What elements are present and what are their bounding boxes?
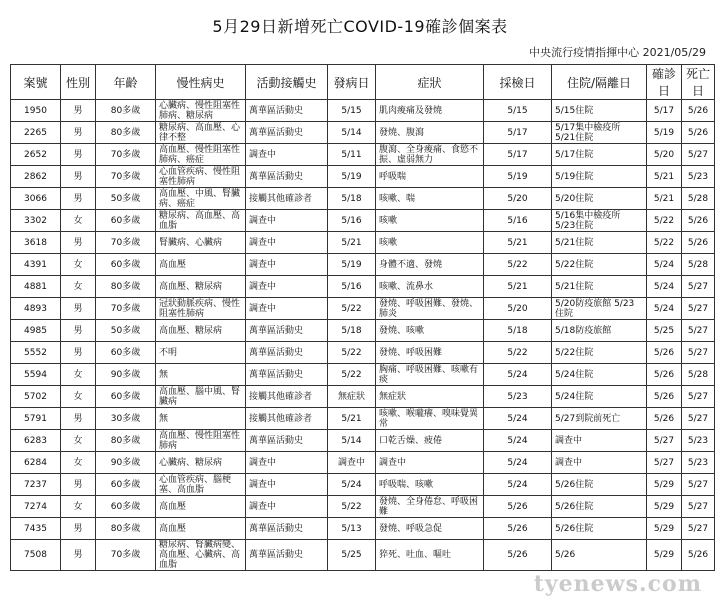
age-cell: 90多歲: [96, 452, 156, 474]
age-cell: 60多歲: [96, 386, 156, 408]
onset-date-cell: 無症狀: [328, 386, 376, 408]
test-date-cell: 5/22: [484, 254, 552, 276]
col-header: 活動接觸史: [246, 65, 328, 100]
confirmed-date-cell: 5/26: [647, 408, 682, 430]
contact-history-cell: 調查中: [246, 496, 328, 518]
table-row: [11, 496, 715, 518]
symptoms-cell: 發燒、呼吸急促: [376, 518, 484, 540]
onset-date-cell: 5/15: [328, 100, 376, 122]
table-row: [11, 430, 715, 452]
case-id-cell: 1950: [11, 100, 61, 122]
symptoms-cell: 咳嗽、喉嚨癢、嗅味覺異常: [376, 408, 484, 430]
hospitalization-cell: 5/27到院前死亡: [552, 408, 647, 430]
sex-cell: 女: [61, 254, 96, 276]
hospitalization-cell: 5/22住院: [552, 342, 647, 364]
onset-date-cell: 5/11: [328, 144, 376, 166]
symptoms-cell: 胸痛、呼吸困難、咳嗽有痰: [376, 364, 484, 386]
hospitalization-cell: 5/21住院: [552, 276, 647, 298]
contact-history-cell: 萬華區活動史: [246, 518, 328, 540]
sex-cell: 女: [61, 496, 96, 518]
sex-cell: 男: [61, 342, 96, 364]
symptoms-cell: 發燒、咳嗽: [376, 320, 484, 342]
case-id-cell: 3066: [11, 188, 61, 210]
chronic-history-cell: 高血壓: [156, 254, 246, 276]
test-date-cell: 5/20: [484, 298, 552, 320]
age-cell: 70多歲: [96, 540, 156, 571]
death-date-cell: 5/27: [682, 496, 715, 518]
chronic-history-cell: 冠狀動脈疾病、慢性阻塞性肺病: [156, 298, 246, 320]
confirmed-date-cell: 5/26: [647, 364, 682, 386]
death-date-cell: 5/23: [682, 166, 715, 188]
contact-history-cell: 萬華區活動史: [246, 122, 328, 144]
sex-cell: 男: [61, 320, 96, 342]
age-cell: 50多歲: [96, 188, 156, 210]
symptoms-cell: 發燒、呼吸困難、發燒、肺炎: [376, 298, 484, 320]
symptoms-cell: 呼吸喘、咳嗽: [376, 474, 484, 496]
hospitalization-cell: 5/15住院: [552, 100, 647, 122]
contact-history-cell: 接觸其他確診者: [246, 188, 328, 210]
death-date-cell: 5/26: [682, 540, 715, 571]
case-id-cell: 7237: [11, 474, 61, 496]
confirmed-date-cell: 5/17: [647, 100, 682, 122]
case-id-cell: 6283: [11, 430, 61, 452]
onset-date-cell: 5/22: [328, 364, 376, 386]
table-row: [11, 364, 715, 386]
age-cell: 50多歲: [96, 320, 156, 342]
confirmed-date-cell: 5/19: [647, 122, 682, 144]
confirmed-date-cell: 5/27: [647, 452, 682, 474]
onset-date-cell: 5/18: [328, 320, 376, 342]
sex-cell: 男: [61, 166, 96, 188]
table-row: [11, 122, 715, 144]
chronic-history-cell: 心血管疾病、腦梗塞、高血脂: [156, 474, 246, 496]
chronic-history-cell: 腎臟病、心臟病: [156, 232, 246, 254]
symptoms-cell: 發燒、全身倦怠、呼吸困難: [376, 496, 484, 518]
onset-date-cell: 5/16: [328, 276, 376, 298]
col-header: 症狀: [376, 65, 484, 100]
case-id-cell: 4391: [11, 254, 61, 276]
hospitalization-cell: 5/21住院: [552, 232, 647, 254]
age-cell: 80多歲: [96, 430, 156, 452]
test-date-cell: 5/24: [484, 364, 552, 386]
case-id-cell: 2265: [11, 122, 61, 144]
test-date-cell: 5/20: [484, 188, 552, 210]
age-cell: 70多歲: [96, 166, 156, 188]
table-row: [11, 188, 715, 210]
case-id-cell: 3302: [11, 210, 61, 232]
hospitalization-cell: 調查中: [552, 452, 647, 474]
table-row: [11, 408, 715, 430]
test-date-cell: 5/21: [484, 232, 552, 254]
sex-cell: 男: [61, 298, 96, 320]
case-id-cell: 5552: [11, 342, 61, 364]
chronic-history-cell: 高血壓、慢性阻塞性肺病、癌症: [156, 144, 246, 166]
age-cell: 60多歲: [96, 474, 156, 496]
test-date-cell: 5/17: [484, 144, 552, 166]
contact-history-cell: 調查中: [246, 276, 328, 298]
chronic-history-cell: 心臟病、糖尿病: [156, 452, 246, 474]
table-row: [11, 386, 715, 408]
hospitalization-cell: 5/24住院: [552, 364, 647, 386]
age-cell: 80多歲: [96, 100, 156, 122]
table-row: [11, 452, 715, 474]
hospitalization-cell: 5/26住院: [552, 474, 647, 496]
sex-cell: 女: [61, 430, 96, 452]
confirmed-date-cell: 5/24: [647, 254, 682, 276]
age-cell: 80多歲: [96, 276, 156, 298]
contact-history-cell: 萬華區活動史: [246, 540, 328, 571]
chronic-history-cell: 高血壓、糖尿病: [156, 276, 246, 298]
hospitalization-cell: 5/26住院: [552, 518, 647, 540]
sex-cell: 男: [61, 100, 96, 122]
age-cell: 70多歲: [96, 144, 156, 166]
test-date-cell: 5/24: [484, 474, 552, 496]
chronic-history-cell: 高血壓、腦中風、腎臟病: [156, 386, 246, 408]
contact-history-cell: 調查中: [246, 452, 328, 474]
sex-cell: 男: [61, 144, 96, 166]
symptoms-cell: 呼吸喘: [376, 166, 484, 188]
age-cell: 80多歲: [96, 518, 156, 540]
confirmed-date-cell: 5/22: [647, 232, 682, 254]
confirmed-date-cell: 5/21: [647, 188, 682, 210]
chronic-history-cell: 高血壓: [156, 518, 246, 540]
confirmed-date-cell: 5/24: [647, 276, 682, 298]
test-date-cell: 5/26: [484, 496, 552, 518]
table-row: [11, 166, 715, 188]
death-date-cell: 5/27: [682, 320, 715, 342]
onset-date-cell: 調查中: [328, 452, 376, 474]
death-date-cell: 5/27: [682, 342, 715, 364]
hospitalization-cell: 5/17集中檢疫所 5/21住院: [552, 122, 647, 144]
watermark: tyenews.com: [533, 571, 702, 597]
confirmed-date-cell: 5/26: [647, 386, 682, 408]
confirmed-date-cell: 5/26: [647, 342, 682, 364]
death-date-cell: 5/27: [682, 298, 715, 320]
death-date-cell: 5/26: [682, 100, 715, 122]
test-date-cell: 5/17: [484, 122, 552, 144]
death-date-cell: 5/23: [682, 430, 715, 452]
contact-history-cell: 萬華區活動史: [246, 430, 328, 452]
symptoms-cell: 咳嗽、喘: [376, 188, 484, 210]
symptoms-cell: 身體不適、發燒: [376, 254, 484, 276]
onset-date-cell: 5/19: [328, 254, 376, 276]
onset-date-cell: 5/14: [328, 430, 376, 452]
table-row: [11, 100, 715, 122]
age-cell: 30多歲: [96, 408, 156, 430]
death-date-cell: 5/26: [682, 210, 715, 232]
contact-history-cell: 調查中: [246, 210, 328, 232]
sex-cell: 女: [61, 276, 96, 298]
table-row: [11, 342, 715, 364]
death-date-cell: 5/27: [682, 408, 715, 430]
onset-date-cell: 5/24: [328, 474, 376, 496]
onset-date-cell: 5/13: [328, 518, 376, 540]
col-header: 年齡: [96, 65, 156, 100]
sex-cell: 男: [61, 232, 96, 254]
hospitalization-cell: 5/26: [552, 540, 647, 571]
hospitalization-cell: 5/17住院: [552, 144, 647, 166]
cases-table: [10, 64, 715, 571]
symptoms-cell: 腹瀉、全身痠痛、食慾不振、虛弱無力: [376, 144, 484, 166]
confirmed-date-cell: 5/29: [647, 496, 682, 518]
sex-cell: 男: [61, 122, 96, 144]
confirmed-date-cell: 5/20: [647, 144, 682, 166]
hospitalization-cell: 5/20住院: [552, 188, 647, 210]
table-row: [11, 232, 715, 254]
hospitalization-cell: 5/20防疫旅館 5/23住院: [552, 298, 647, 320]
test-date-cell: 5/26: [484, 540, 552, 571]
test-date-cell: 5/24: [484, 408, 552, 430]
confirmed-date-cell: 5/29: [647, 540, 682, 571]
source-line: 中央流行疫情指揮中心 2021/05/29: [529, 46, 706, 59]
contact-history-cell: 萬華區活動史: [246, 100, 328, 122]
chronic-history-cell: 心臟病、慢性阻塞性肺病、糖尿病: [156, 100, 246, 122]
contact-history-cell: 調查中: [246, 232, 328, 254]
confirmed-date-cell: 5/25: [647, 320, 682, 342]
onset-date-cell: 5/25: [328, 540, 376, 571]
test-date-cell: 5/24: [484, 452, 552, 474]
death-date-cell: 5/27: [682, 276, 715, 298]
table-row: [11, 254, 715, 276]
table-row: [11, 474, 715, 496]
col-header: 慢性病史: [156, 65, 246, 100]
death-date-cell: 5/27: [682, 474, 715, 496]
test-date-cell: 5/19: [484, 166, 552, 188]
symptoms-cell: 肌肉痠痛及發燒: [376, 100, 484, 122]
age-cell: 60多歲: [96, 342, 156, 364]
symptoms-cell: 猝死、吐血、嘔吐: [376, 540, 484, 571]
onset-date-cell: 5/18: [328, 188, 376, 210]
test-date-cell: 5/15: [484, 100, 552, 122]
test-date-cell: 5/24: [484, 430, 552, 452]
chronic-history-cell: 高血壓、慢性阻塞性肺病: [156, 430, 246, 452]
confirmed-date-cell: 5/29: [647, 518, 682, 540]
onset-date-cell: 5/22: [328, 298, 376, 320]
sex-cell: 女: [61, 386, 96, 408]
col-header: 案號: [11, 65, 61, 100]
hospitalization-cell: 5/26住院: [552, 496, 647, 518]
contact-history-cell: 萬華區活動史: [246, 364, 328, 386]
onset-date-cell: 5/22: [328, 496, 376, 518]
confirmed-date-cell: 5/29: [647, 474, 682, 496]
age-cell: 80多歲: [96, 122, 156, 144]
hospitalization-cell: 5/16集中檢疫所 5/23住院: [552, 210, 647, 232]
hospitalization-cell: 調查中: [552, 430, 647, 452]
symptoms-cell: 口乾舌燥、疲倦: [376, 430, 484, 452]
symptoms-cell: 無症狀: [376, 386, 484, 408]
sex-cell: 女: [61, 210, 96, 232]
chronic-history-cell: 糖尿病、腎臟病變、高血壓、心臟病、高血脂: [156, 540, 246, 571]
col-header: 發病日: [328, 65, 376, 100]
confirmed-date-cell: 5/21: [647, 166, 682, 188]
contact-history-cell: 萬華區活動史: [246, 342, 328, 364]
death-date-cell: 5/27: [682, 518, 715, 540]
onset-date-cell: 5/14: [328, 122, 376, 144]
age-cell: 70多歲: [96, 232, 156, 254]
symptoms-cell: 調查中: [376, 452, 484, 474]
onset-date-cell: 5/22: [328, 342, 376, 364]
table-row: [11, 210, 715, 232]
sex-cell: 男: [61, 188, 96, 210]
death-date-cell: 5/28: [682, 364, 715, 386]
symptoms-cell: 咳嗽、流鼻水: [376, 276, 484, 298]
sex-cell: 男: [61, 408, 96, 430]
chronic-history-cell: 高血壓、中風、腎臟病、癌症: [156, 188, 246, 210]
case-id-cell: 2862: [11, 166, 61, 188]
confirmed-date-cell: 5/22: [647, 210, 682, 232]
contact-history-cell: 萬華區活動史: [246, 320, 328, 342]
case-id-cell: 3618: [11, 232, 61, 254]
chronic-history-cell: 糖尿病、高血壓、高血脂: [156, 210, 246, 232]
case-id-cell: 5702: [11, 386, 61, 408]
contact-history-cell: 調查中: [246, 254, 328, 276]
col-header: 性別: [61, 65, 96, 100]
case-id-cell: 7508: [11, 540, 61, 571]
header-row: [11, 65, 715, 100]
table-row: [11, 276, 715, 298]
col-header: 死亡日: [682, 65, 715, 100]
contact-history-cell: 調查中: [246, 144, 328, 166]
age-cell: 60多歲: [96, 210, 156, 232]
hospitalization-cell: 5/24住院: [552, 386, 647, 408]
sex-cell: 男: [61, 474, 96, 496]
table-row: [11, 518, 715, 540]
symptoms-cell: 發燒、腹瀉: [376, 122, 484, 144]
age-cell: 70多歲: [96, 298, 156, 320]
death-date-cell: 5/26: [682, 232, 715, 254]
case-id-cell: 7274: [11, 496, 61, 518]
contact-history-cell: 調查中: [246, 474, 328, 496]
sex-cell: 女: [61, 364, 96, 386]
death-date-cell: 5/23: [682, 452, 715, 474]
test-date-cell: 5/23: [484, 386, 552, 408]
test-date-cell: 5/21: [484, 276, 552, 298]
case-id-cell: 2652: [11, 144, 61, 166]
table-row: [11, 540, 715, 571]
case-id-cell: 6284: [11, 452, 61, 474]
case-id-cell: 4893: [11, 298, 61, 320]
chronic-history-cell: 不明: [156, 342, 246, 364]
contact-history-cell: 接觸其他確診者: [246, 408, 328, 430]
onset-date-cell: 5/21: [328, 408, 376, 430]
table-row: [11, 144, 715, 166]
symptoms-cell: 發燒、呼吸困難: [376, 342, 484, 364]
age-cell: 90多歲: [96, 364, 156, 386]
case-id-cell: 5791: [11, 408, 61, 430]
age-cell: 60多歲: [96, 254, 156, 276]
contact-history-cell: 調查中: [246, 298, 328, 320]
onset-date-cell: 5/19: [328, 166, 376, 188]
chronic-history-cell: 高血壓、糖尿病: [156, 320, 246, 342]
death-date-cell: 5/27: [682, 144, 715, 166]
hospitalization-cell: 5/22住院: [552, 254, 647, 276]
chronic-history-cell: 高血壓: [156, 496, 246, 518]
case-id-cell: 7435: [11, 518, 61, 540]
chronic-history-cell: 無: [156, 364, 246, 386]
sex-cell: 女: [61, 452, 96, 474]
hospitalization-cell: 5/19住院: [552, 166, 647, 188]
death-date-cell: 5/27: [682, 386, 715, 408]
onset-date-cell: 5/16: [328, 210, 376, 232]
col-header: 確診日: [647, 65, 682, 100]
case-id-cell: 5594: [11, 364, 61, 386]
confirmed-date-cell: 5/27: [647, 430, 682, 452]
age-cell: 60多歲: [96, 496, 156, 518]
col-header: 採檢日: [484, 65, 552, 100]
symptoms-cell: 咳嗽: [376, 210, 484, 232]
death-date-cell: 5/28: [682, 188, 715, 210]
sex-cell: 男: [61, 518, 96, 540]
case-id-cell: 4985: [11, 320, 61, 342]
sex-cell: 男: [61, 540, 96, 571]
page-title: 5月29日新增死亡COVID-19確診個案表: [212, 17, 508, 36]
chronic-history-cell: 心血管疾病、慢性阻塞性肺病: [156, 166, 246, 188]
chronic-history-cell: 無: [156, 408, 246, 430]
symptoms-cell: 咳嗽: [376, 232, 484, 254]
onset-date-cell: 5/21: [328, 232, 376, 254]
test-date-cell: 5/26: [484, 518, 552, 540]
table-row: [11, 298, 715, 320]
test-date-cell: 5/22: [484, 342, 552, 364]
test-date-cell: 5/18: [484, 320, 552, 342]
confirmed-date-cell: 5/24: [647, 298, 682, 320]
contact-history-cell: 萬華區活動史: [246, 166, 328, 188]
chronic-history-cell: 糖尿病、高血壓、心律不整: [156, 122, 246, 144]
death-date-cell: 5/28: [682, 254, 715, 276]
test-date-cell: 5/16: [484, 210, 552, 232]
table-row: [11, 320, 715, 342]
case-id-cell: 4881: [11, 276, 61, 298]
death-date-cell: 5/26: [682, 122, 715, 144]
col-header: 住院/隔離日: [552, 65, 647, 100]
hospitalization-cell: 5/18防疫旅館: [552, 320, 647, 342]
contact-history-cell: 接觸其他確診者: [246, 386, 328, 408]
